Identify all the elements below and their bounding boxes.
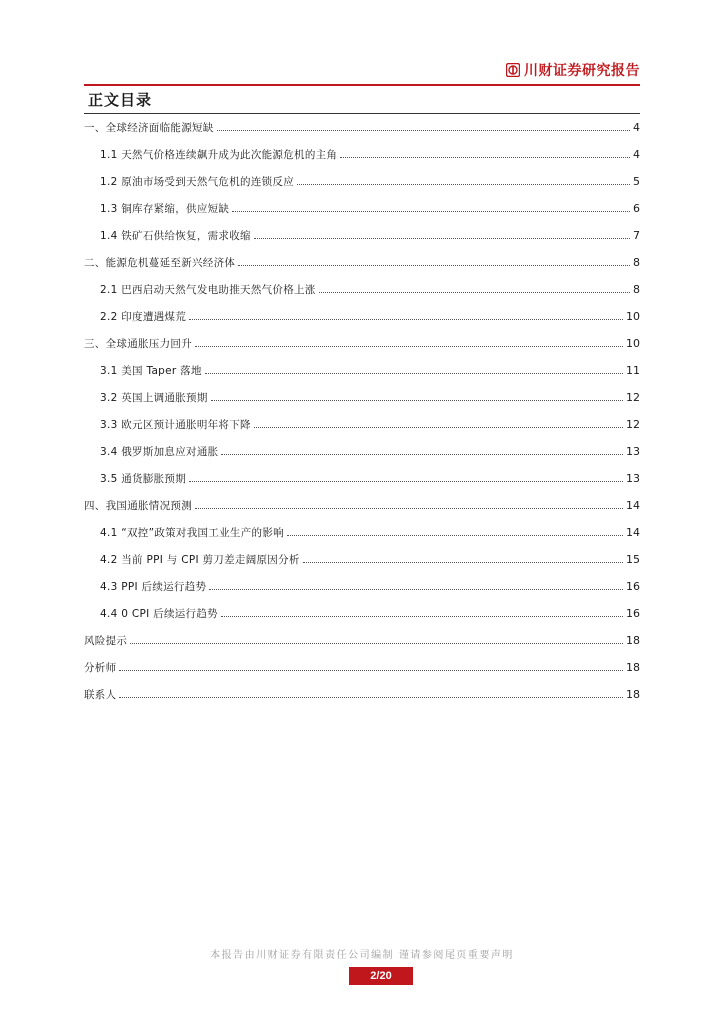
toc-leader-dots	[189, 481, 623, 482]
toc-entry-label: 1.2 原油市场受到天然气危机的连锁反应	[100, 176, 295, 188]
toc-entry[interactable]	[84, 330, 640, 357]
toc-entry[interactable]	[84, 168, 640, 195]
toc-entry-page: 18	[626, 634, 640, 647]
toc-leader-dots	[303, 562, 623, 563]
toc-entry-page: 6	[633, 202, 640, 215]
header-rule	[84, 84, 640, 86]
toc-entry[interactable]	[84, 303, 640, 330]
toc-entry-label: 1.3 铜库存紧缩，供应短缺	[100, 203, 230, 215]
toc-leader-dots	[319, 292, 630, 293]
toc-entry-page: 8	[633, 256, 640, 269]
toc-leader-dots	[189, 319, 623, 320]
toc-entry[interactable]	[84, 573, 640, 600]
toc-leader-dots	[195, 508, 623, 509]
toc-leader-dots	[209, 589, 623, 590]
toc-entry[interactable]	[84, 141, 640, 168]
toc-entry-page: 8	[633, 283, 640, 296]
toc-entry-label: 分析师	[84, 662, 117, 674]
toc-entry-page: 7	[633, 229, 640, 242]
toc-entry[interactable]	[84, 114, 640, 141]
toc-entry[interactable]	[84, 600, 640, 627]
toc-leader-dots	[217, 130, 630, 131]
toc-entry-label: 3.2 英国上调通胀预期	[100, 392, 208, 404]
toc-entry-label: 3.1 美国 Taper 落地	[100, 365, 202, 377]
toc-entry-label: 4.4 0 CPI 后续运行趋势	[100, 608, 218, 620]
toc-leader-dots	[221, 454, 623, 455]
toc-entry[interactable]	[84, 384, 640, 411]
toc-title: 正文目录	[88, 91, 153, 109]
toc-entry-page: 14	[626, 526, 640, 539]
toc-entry[interactable]	[84, 465, 640, 492]
toc-entry-label: 2.2 印度遭遇煤荒	[100, 311, 187, 323]
toc-entry-page: 12	[626, 418, 640, 431]
toc-leader-dots	[232, 211, 630, 212]
toc-entry-page: 10	[626, 310, 640, 323]
toc-entry-label: 一、全球经济面临能源短缺	[84, 122, 214, 134]
toc-entry-page: 15	[626, 553, 640, 566]
toc-entry[interactable]	[84, 438, 640, 465]
toc-entry[interactable]	[84, 654, 640, 681]
page-number: 2/20	[349, 967, 413, 985]
toc-entry[interactable]	[84, 492, 640, 519]
toc-entry-page: 4	[633, 121, 640, 134]
chuancai-logo-icon	[506, 63, 520, 77]
toc-entry-page: 13	[626, 472, 640, 485]
toc-entry-label: 三、全球通胀压力回升	[84, 338, 192, 350]
toc-entry-page: 10	[626, 337, 640, 350]
table-of-contents	[84, 114, 640, 708]
toc-leader-dots	[211, 400, 623, 401]
toc-entry-label: 4.1 “双控”政策对我国工业生产的影响	[100, 527, 284, 539]
toc-entry[interactable]	[84, 222, 640, 249]
toc-entry-label: 1.1 天然气价格连续飙升成为此次能源危机的主角	[100, 149, 338, 161]
toc-entry[interactable]	[84, 519, 640, 546]
toc-leader-dots	[119, 670, 623, 671]
toc-entry-label: 3.4 俄罗斯加息应对通胀	[100, 446, 219, 458]
toc-entry-label: 1.4 铁矿石供给恢复，需求收缩	[100, 230, 251, 242]
toc-entry-page: 4	[633, 148, 640, 161]
toc-entry-label: 3.3 欧元区预计通胀明年将下降	[100, 419, 251, 431]
toc-entry[interactable]	[84, 546, 640, 573]
toc-entry-label: 3.5 通货膨胀预期	[100, 473, 187, 485]
report-header	[84, 54, 640, 86]
toc-entry-label: 4.2 当前 PPI 与 CPI 剪刀差走阔原因分析	[100, 554, 300, 566]
toc-entry-page: 16	[626, 607, 640, 620]
toc-entry-label: 风险提示	[84, 635, 128, 647]
toc-leader-dots	[119, 697, 623, 698]
toc-entry-page: 18	[626, 688, 640, 701]
toc-leader-dots	[130, 643, 623, 644]
toc-entry-page: 16	[626, 580, 640, 593]
toc-entry-page: 11	[626, 364, 640, 377]
toc-leader-dots	[238, 265, 630, 266]
toc-leader-dots	[221, 616, 623, 617]
toc-entry-page: 13	[626, 445, 640, 458]
toc-entry-label: 联系人	[84, 689, 117, 701]
toc-leader-dots	[340, 157, 630, 158]
toc-entry-page: 18	[626, 661, 640, 674]
toc-entry-label: 2.1 巴西启动天然气发电助推天然气价格上涨	[100, 284, 316, 296]
toc-entry[interactable]	[84, 411, 640, 438]
toc-leader-dots	[297, 184, 630, 185]
toc-entry[interactable]	[84, 627, 640, 654]
toc-entry-page: 12	[626, 391, 640, 404]
footer-disclaimer: 本报告由川财证券有限责任公司编制 谨请参阅尾页重要声明	[210, 950, 514, 961]
toc-entry-page: 14	[626, 499, 640, 512]
toc-leader-dots	[287, 535, 623, 536]
toc-leader-dots	[254, 427, 623, 428]
toc-entry-label: 四、我国通胀情况预测	[84, 500, 192, 512]
toc-entry[interactable]	[84, 276, 640, 303]
toc-entry[interactable]	[84, 681, 640, 708]
toc-entry[interactable]	[84, 357, 640, 384]
toc-entry[interactable]	[84, 195, 640, 222]
toc-leader-dots	[195, 346, 623, 347]
toc-entry[interactable]	[84, 249, 640, 276]
toc-entry-label: 4.3 PPI 后续运行趋势	[100, 581, 207, 593]
toc-entry-label: 二、能源危机蔓延至新兴经济体	[84, 257, 236, 269]
brand-name: 川财证券研究报告	[524, 63, 640, 79]
toc-entry-page: 5	[633, 175, 640, 188]
brand	[506, 60, 640, 80]
toc-leader-dots	[205, 373, 623, 374]
toc-leader-dots	[254, 238, 630, 239]
